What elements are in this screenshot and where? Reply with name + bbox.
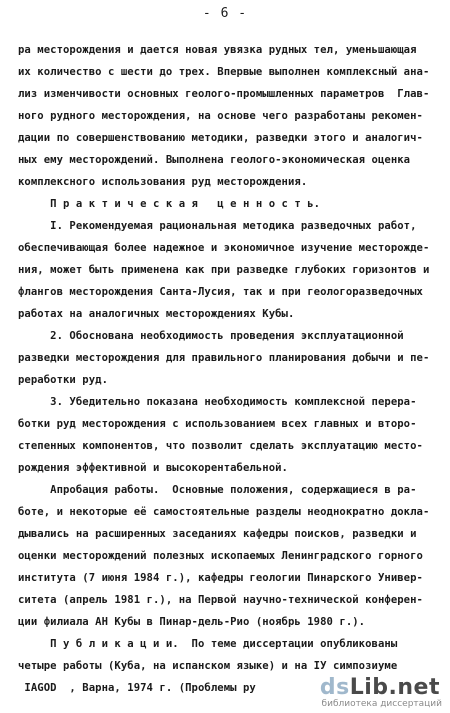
text-line: 3. Убедительно показана необходимость комплексной перера- <box>18 396 417 408</box>
text-line: боте, и некоторые её самостоятельные разделы неоднократно докла- <box>18 506 430 518</box>
text-line: ра месторождения и дается новая увязка рудных тел, уменьшающая <box>18 44 417 56</box>
dslib-watermark <box>319 675 444 709</box>
text-line: института (7 июня 1984 г.), кафедры геологии Пинарского Универ- <box>18 572 423 584</box>
text-line: ния, может быть применена как при разведке глубоких горизонтов и <box>18 264 430 276</box>
text-line: дывались на расширенных заседаниях кафедры поисков, разведки и <box>18 528 417 540</box>
text-line: обеспечивающая более надежное и экономичное изучение месторожде- <box>18 242 430 254</box>
text-line: Апробация работы. Основные положения, содержащиеся в ра- <box>18 484 417 496</box>
text-line: комплексного использования руд месторождения. <box>18 176 308 188</box>
text-line: работах на аналогичных месторождениях Кубы. <box>18 308 295 320</box>
text-line: степенных компонентов, что позволит сделать эксплуатацию место- <box>18 440 423 452</box>
text-line: их количество с шести до трех. Впервые выполнен комплексный ана- <box>18 66 430 78</box>
text-line: 2. Обоснована необходимость проведения эксплуатационной <box>18 330 404 342</box>
text-line: дации по совершенствованию методики, разведки этого и аналогич- <box>18 132 423 144</box>
text-line: ботки руд месторождения с использованием всех главных и второ- <box>18 418 417 430</box>
watermark-subtitle: библиотека диссертаций <box>321 699 442 709</box>
section-heading: П р а к т и ч е с к а я ц е н н о с т ь. <box>18 198 321 210</box>
text-line: разведки месторождения для правильного планирования добычи и пе- <box>18 352 430 364</box>
text-line: ситета (апрель 1981 г.), на Первой научно-технической конферен- <box>18 594 423 606</box>
page-number: - 6 - <box>202 6 248 21</box>
text-line: I. Рекомендуемая рациональная методика разведочных работ, <box>18 220 417 232</box>
text-line: рождения эффективной и высокорентабельной. <box>18 462 288 474</box>
text-line: ного рудного месторождения, на основе чего разработаны рекомен- <box>18 110 423 122</box>
text-line: оценки месторождений полезных ископаемых Ленинградского горного <box>18 550 423 562</box>
text-line: ных ему месторождений. Выполнена геолого-экономическая оценка <box>18 154 411 166</box>
text-line: флангов месторождения Санта-Лусия, так и при геологоразведочных <box>18 286 423 298</box>
text-line: ции филиала АН Кубы в Пинар-дель-Рио (ноябрь 1980 г.). <box>18 616 366 628</box>
text-line: IAGOD , Варна, 1974 г. (Проблемы ру <box>18 682 256 694</box>
section-heading: П у б л и к а ц и и. По теме диссертации опубликованы <box>18 638 398 650</box>
text-line: лиз изменчивости основных геолого-промышленных параметров Глав- <box>18 88 430 100</box>
text-line: реработки руд. <box>18 374 108 386</box>
dslib-logo: dsLib.net <box>319 675 440 700</box>
text-line: четыре работы (Куба, на испанском языке) и на IУ симпозиуме <box>18 660 398 672</box>
